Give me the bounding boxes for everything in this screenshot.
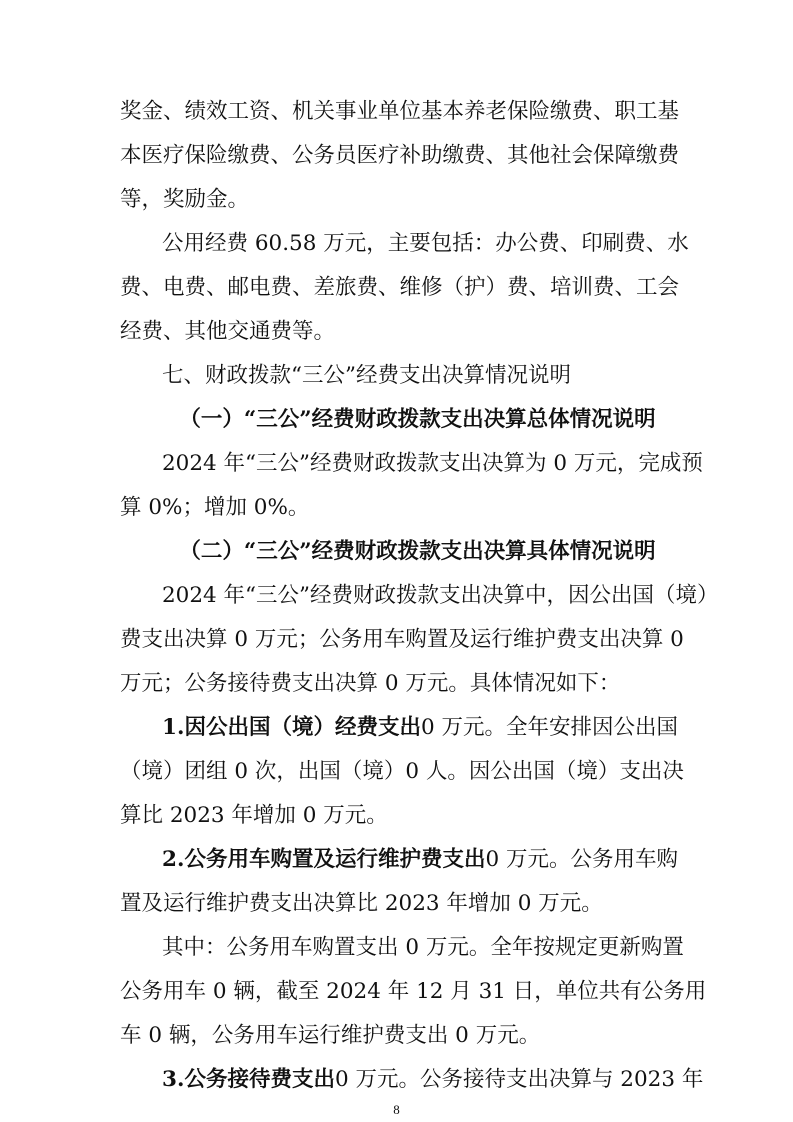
paragraph-line	[162, 845, 678, 875]
page-number: 8	[393, 1102, 400, 1117]
subsection-heading-2: （二）“三公”经费财政拨款支出决算具体情况说明	[179, 539, 656, 564]
body-line: 车 0 辆，公务用车运行维护费支出 0 万元。	[120, 1023, 541, 1048]
body-line: 费支出决算 0 万元；公务用车购置及运行维护费支出决算 0	[120, 627, 684, 652]
body-line: 公务用车 0 辆，截至 2024 年 12 月 31 日，单位共有公务用	[120, 979, 707, 1004]
body-line: 经费、其他交通费等。	[120, 319, 336, 344]
item-text: 0 万元。公务接待支出决算与 2023 年	[334, 1067, 704, 1092]
body-line: 置及运行维护费支出决算比 2023 年增加 0 万元。	[120, 891, 603, 916]
body-line: 算 0%；增加 0%。	[120, 495, 310, 520]
paragraph-line: 2024 年“三公”经费财政拨款支出决算中，因公出国（境）	[162, 583, 719, 608]
item-heading-2: 2.公务用车购置及运行维护费支出	[162, 847, 486, 872]
paragraph-line	[162, 713, 678, 743]
item-text: 0 万元。全年安排因公出国	[420, 715, 678, 740]
item-heading-3: 3.公务接待费支出	[162, 1067, 335, 1092]
item-heading-1: 1.因公出国（境）经费支出	[162, 715, 421, 740]
paragraph-line: 2024 年“三公”经费财政拨款支出决算为 0 万元，完成预	[162, 451, 703, 476]
subsection-heading-1: （一）“三公”经费财政拨款支出决算总体情况说明	[179, 407, 656, 432]
body-line: 算比 2023 年增加 0 万元。	[120, 803, 388, 828]
body-line: 等，奖励金。	[120, 187, 250, 212]
body-line: 奖金、绩效工资、机关事业单位基本养老保险缴费、职工基	[120, 99, 680, 124]
body-line: （境）团组 0 次，出国（境）0 人。因公出国（境）支出决	[120, 759, 684, 784]
paragraph-line	[162, 1065, 704, 1095]
body-line: 本医疗保险缴费、公务员医疗补助缴费、其他社会保障缴费	[120, 143, 680, 168]
item-text: 0 万元。公务用车购	[485, 847, 678, 872]
paragraph-line: 公用经费 60.58 万元，主要包括：办公费、印刷费、水	[162, 231, 689, 256]
paragraph-line: 其中：公务用车购置支出 0 万元。全年按规定更新购置	[162, 935, 684, 960]
body-line: 万元；公务接待费支出决算 0 万元。具体情况如下：	[120, 671, 621, 696]
section-heading: 七、财政拨款“三公”经费支出决算情况说明	[162, 363, 571, 388]
body-line: 费、电费、邮电费、差旅费、维修（护）费、培训费、工会	[120, 275, 680, 300]
